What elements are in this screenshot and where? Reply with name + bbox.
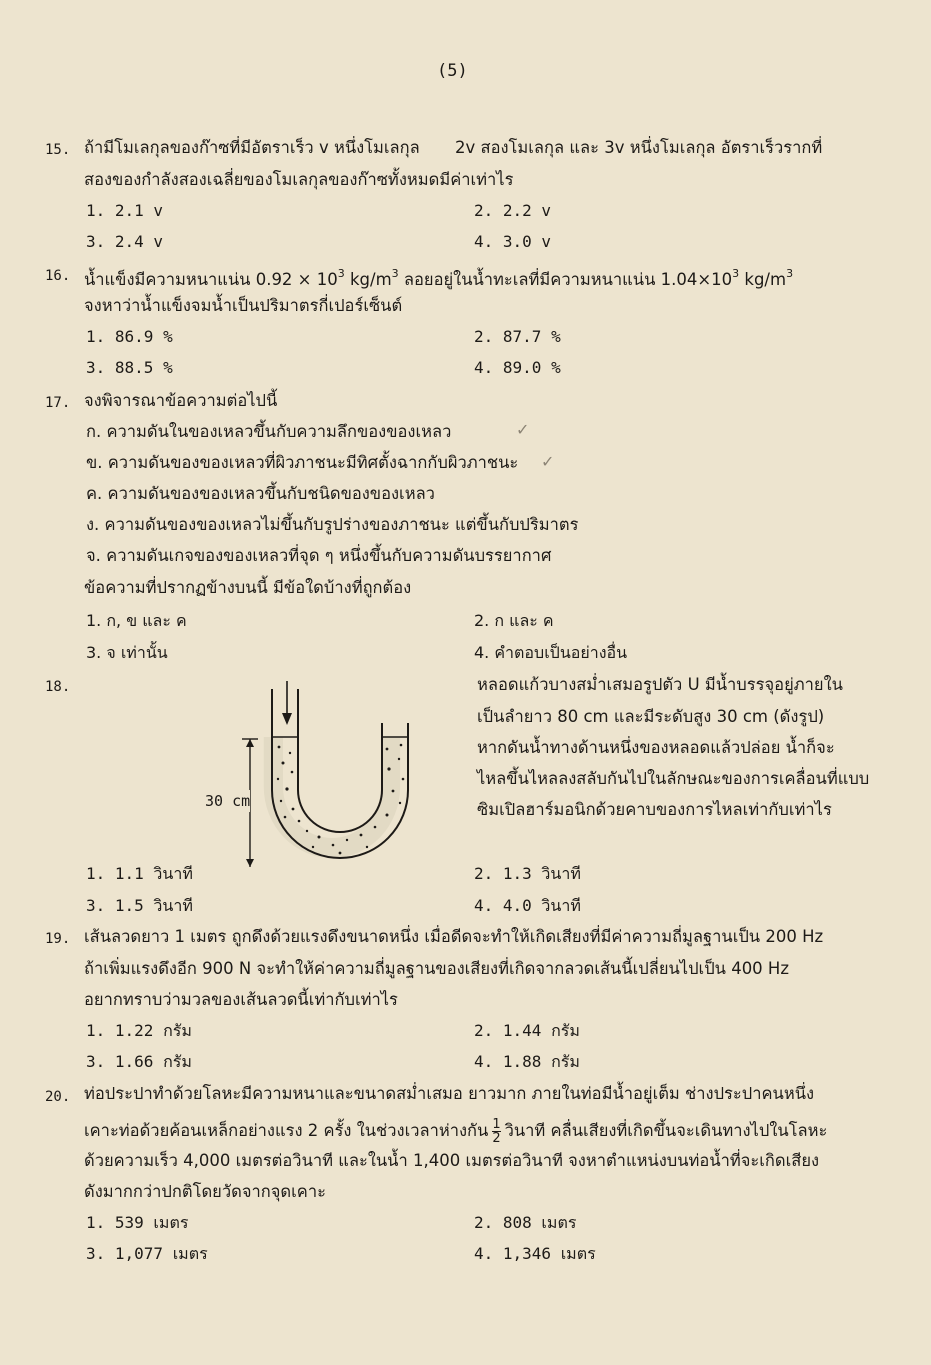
page-number: (5) [437,61,468,81]
q17-option-1[interactable]: 1. ก, ข และ ค [86,611,187,630]
q19-option-3[interactable]: 3. 1.66 กรัม [86,1052,192,1071]
q19-option-1[interactable]: 1. 1.22 กรัม [86,1021,192,1040]
figure-height-label: 30 cm [205,792,251,810]
q16-option-1[interactable]: 1. 86.9 % [86,327,173,346]
q20-number: 20. [45,1089,71,1105]
q19-option-2[interactable]: 2. 1.44 กรัม [474,1021,580,1040]
q15-line1a: ถ้ามีโมเลกุลของก๊าซที่มีอัตราเร็ว v หนึ่งโมเลกุล [84,138,420,157]
q15-line2: สองของกำลังสองเฉลี่ยของโมเลกุลของก๊าซทั้งหมดมีค่าเท่าไร [84,170,514,189]
q17-option-4[interactable]: 4. คำตอบเป็นอย่างอื่น [474,643,628,662]
q18-line-5: ซิมเปิลฮาร์มอนิกด้วยคาบของการไหลเท่ากับเท่าไร [477,800,832,819]
q20-line-1: ท่อประปาทำด้วยโลหะมีความหนาและขนาดสม่ำเสมอ ยาวมาก ภายในท่อมีน้ำอยู่เต็ม ช่างประปาคนหนึ่ง [84,1084,815,1103]
q20-option-3[interactable]: 3. 1,077 เมตร [86,1244,208,1263]
q20-option-4[interactable]: 4. 1,346 เมตร [474,1244,596,1263]
q15-number: 15. [45,142,71,158]
q17-number: 17. [45,395,71,411]
q17-item-3: ค. ความดันของของเหลวขึ้นกับชนิดของของเหลว [86,484,435,503]
q17-option-3[interactable]: 3. จ เท่านั้น [86,643,168,662]
q17-option-2[interactable]: 2. ก และ ค [474,611,554,630]
q18-line-1: หลอดแก้วบางสม่ำเสมอรูปตัว U มีน้ำบรรจุอยู่ภายใน [477,675,843,694]
q18-line-2: เป็นลำยาว 80 cm และมีระดับสูง 30 cm (ดังรูป) [477,707,825,726]
q20-line-2: เคาะท่อด้วยค้อนเหล็กอย่างแรง 2 ครั้ง ในช่วงเวลาห่างกัน $\frac{1}{2}$ วินาที คลื่นเสียงที่เกิดขึ้นจะเดินทางไปในโลหะ [84,1117,828,1146]
q18-line-3: หากดันน้ำทางด้านหนึ่งของหลอดแล้วปล่อย น้ำก็จะ [477,738,835,757]
q15-option-1[interactable]: 1. 2.1 v [86,201,164,220]
q17-item-1: ก. ความดันในของเหลวขึ้นกับความลึกของของเหลว [86,422,452,441]
q20-line-4: ดังมากกว่าปกติโดยวัดจากจุดเคาะ [84,1182,326,1201]
q16-option-2[interactable]: 2. 87.7 % [474,327,561,346]
q20-option-2[interactable]: 2. 808 เมตร [474,1213,577,1232]
q19-number: 19. [45,931,71,947]
q15-option-3[interactable]: 3. 2.4 v [86,232,164,251]
q15-option-4[interactable]: 4. 3.0 v [474,232,552,251]
u-tube-figure [195,675,415,875]
q18-line-4: ไหลขึ้นไหลลงสลับกันไปในลักษณะของการเคลื่อนที่แบบ [477,769,870,788]
q17-item-2: ข. ความดันของของเหลวที่ผิวภาชนะมีทิศตั้งฉากกับผิวภาชนะ [86,453,519,472]
q19-line-1: เส้นลวดยาว 1 เมตร ถูกดึงด้วยแรงดึงขนาดหนึ่ง เมื่อดีดจะทำให้เกิดเสียงที่มีค่าความถี่มูลฐานเป็น 200 Hz [84,927,824,946]
q18-option-2[interactable]: 2. 1.3 วินาที [474,864,581,883]
q16-line1: น้ำแข็งมีความหนาแน่น $0.92 \times 10^3$ $kg/m^3$ ลอยอยู่ในน้ำทะเลที่มีความหนาแน่น $1.04\times 10^3$ $kg/m^3$ [84,267,794,289]
q16-option-4[interactable]: 4. 89.0 % [474,358,561,377]
q16-number: 16. [45,268,71,284]
pencil-check-mark-1: ✓ [516,420,530,439]
q18-number: 18. [45,679,71,695]
q16-option-3[interactable]: 3. 88.5 % [86,358,173,377]
q17-item-5: จ. ความดันเกจของของเหลวที่จุด ๆ หนึ่งขึ้นกับความดันบรรยากาศ [86,546,552,565]
q17-question: ข้อความที่ปรากฏข้างบนนี้ มีข้อใดบ้างที่ถูกต้อง [84,578,412,597]
pencil-check-mark-2: ✓ [541,452,555,471]
q19-line-3: อยากทราบว่ามวลของเส้นลวดนี้เท่ากับเท่าไร [84,990,398,1009]
q17-item-4: ง. ความดันของของเหลวไม่ขึ้นกับรูปร่างของภาชนะ แต่ขึ้นกับปริมาตร [86,515,579,534]
q19-line-2: ถ้าเพิ่มแรงดึงอีก 900 N จะทำให้ค่าความถี่มูลฐานของเสียงที่เกิดจากลวดเส้นนี้เปลี่ยนไปเป็น 400 Hz [84,959,789,978]
q18-option-1[interactable]: 1. 1.1 วินาที [86,864,193,883]
q19-option-4[interactable]: 4. 1.88 กรัม [474,1052,580,1071]
q15-option-2[interactable]: 2. 2.2 v [474,201,552,220]
q15-line1b: 2v สองโมเลกุล และ 3v หนึ่งโมเลกุล อัตราเร็วรากที่ [455,138,823,157]
half-fraction: $\frac{1}{2}$ [492,1117,501,1146]
q16-line2: จงหาว่าน้ำแข็งจมน้ำเป็นปริมาตรกี่เปอร์เซ็นต์ [84,296,403,315]
q20-line-3: ด้วยความเร็ว 4,000 เมตรต่อวินาที และในน้ำ 1,400 เมตรต่อวินาที จงหาตำแหน่งบนท่อน้ำที่จะเกิดเสียง [84,1151,820,1170]
q20-option-1[interactable]: 1. 539 เมตร [86,1213,189,1232]
q18-option-3[interactable]: 3. 1.5 วินาที [86,896,193,915]
q18-option-4[interactable]: 4. 4.0 วินาที [474,896,581,915]
q17-intro: จงพิจารณาข้อความต่อไปนี้ [84,391,278,410]
